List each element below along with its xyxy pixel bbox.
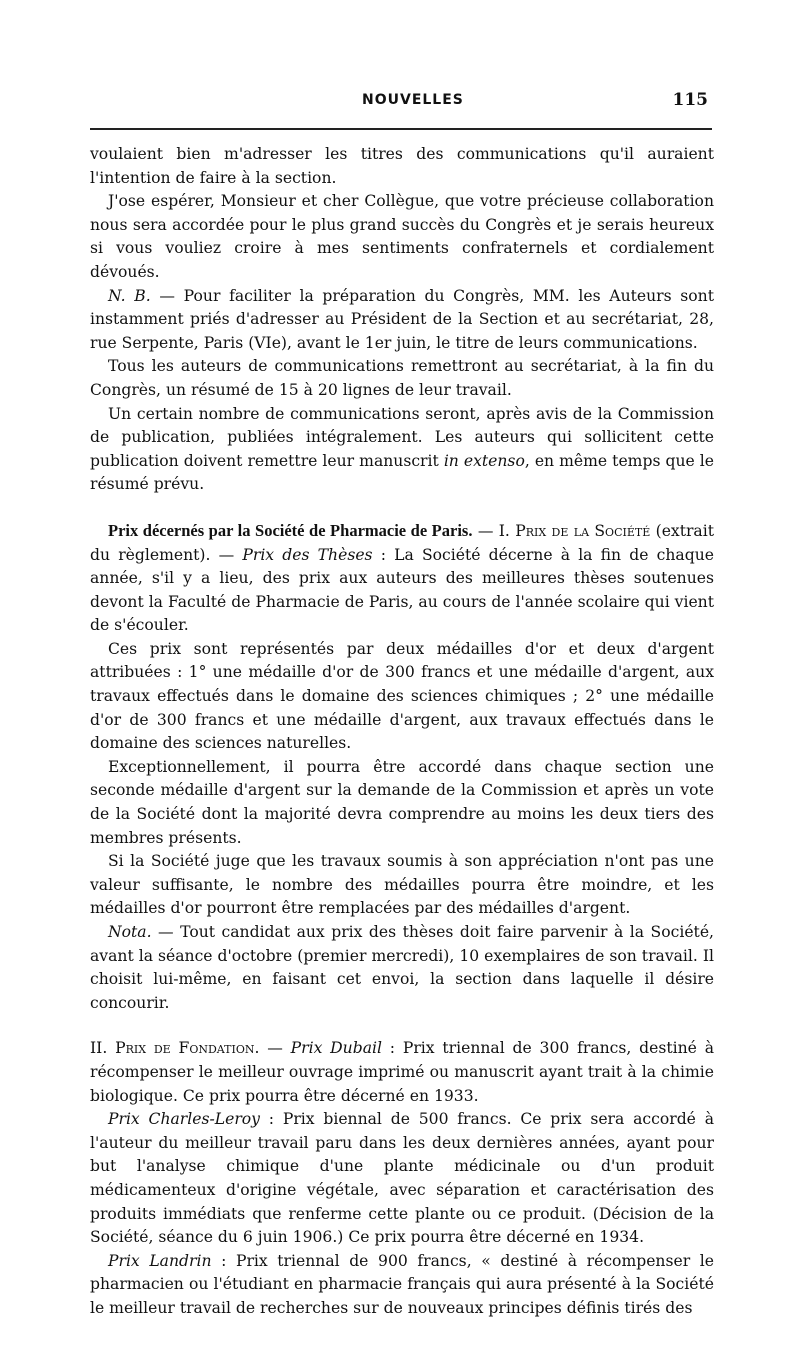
paragraph-exception: Exceptionnellement, il pourra être accordé dans chaque section une seconde médaille d'argent sur la demande de la Commission et après un vote de la Société dont la majorité devra comprendre au moins les deux tiers des membres présents. [90,757,714,847]
running-title: NOUVELLES [362,92,464,108]
section-prix-theses: Prix décernés par la Société de Pharmacie de Paris. — I. Prix de la Société (extrait du règlement). — Prix des Thèses : La Société décerne à la fin de chaque année, s'il y a lieu, des prix aux auteurs des meilleures thèses soutenues devont la Faculté de Pharmacie de Paris, au cours de l'année scolaire qui vient de s'écouler. [90,520,714,635]
section-gap [90,497,714,519]
body-text [90,143,714,1321]
page-number: 115 [672,90,708,110]
paragraph-continuation: voulaient bien m'adresser les titres des communications qu'il auraient l'intention de faire à la section. [90,145,714,187]
paragraph-landrin: Prix Landrin : Prix triennal de 900 francs, « destiné à récompenser le pharmacien ou l'étudiant en pharmacie français qui aura présenté à la Société le meilleur travail de recherches sur de nouveaux principes définis tirés des [90,1251,714,1317]
section-prix-fondation: II. Prix de Fondation. — Prix Dubail : Prix triennal de 300 francs, destiné à récompenser le meilleur ouvrage imprimé ou manuscrit ayant trait à la chimie biologique. Ce prix pourra être décerné en 1933. [90,1039,715,1105]
paragraph-medailles: Ces prix sont représentés par deux médailles d'or et deux d'argent attribuées : 1° une médaille d'or de 300 francs et une médaille d'argent, aux travaux effectués dans le domaine des sciences chimiques ; 2° une médaille d'or de 300 francs et une médaille d'argent, aux travaux effectués dans le domaine des sciences naturelles. [90,639,714,753]
paragraph-nota: Nota. — Tout candidat aux prix des thèses doit faire parvenir à la Société, avant la séance d'octobre (premier mercredi), 10 exemplaires de son travail. Il choisit lui-même, en faisant cet envoi, la section dans laquelle il désire concourir. [90,923,714,1012]
nb-label: N. B. [108,286,151,305]
paragraph-publication: Un certain nombre de communications seront, après avis de la Commission de publication, publiées intégralement. Les auteurs qui sollicitent cette publication doivent remettre leur manuscrit in extenso, en même temps que le résumé prévu. [90,404,714,494]
paragraph-summary: Tous les auteurs de communications remettront au secrétariat, à la fin du Congrès, un résumé de 15 à 20 lignes de leur travail. [90,357,714,399]
section-title: Prix décernés par la Société de Pharmacie de Paris. [108,520,473,540]
paragraph-charles-leroy: Prix Charles-Leroy : Prix biennal de 500 francs. Ce prix sera accordé à l'auteur du meilleur travail paru dans les deux dernières années, ayant pour but l'analyse chimique d'une plante médicinale ou d'un produit médicamenteux d'origine végétale, avec séparation et caractérisation des produits immédiats que renferme cette plante ou ce produit. (Décision de la Société, séance du 6 juin 1906.) Ce prix pourra être décerné en 1934. [90,1110,715,1247]
header-rule [90,128,712,130]
paragraph-nb: N. B. — Pour faciliter la préparation du Congrès, MM. les Auteurs sont instamment priés d'adresser au Président de la Section et au secrétariat, 28, rue Serpente, Paris (VIe), avant le 1er juin, le titre de leurs communications. [90,286,714,352]
running-head [90,90,712,116]
paragraph-valeur: Si la Société juge que les travaux soumis à son appréciation n'ont pas une valeur suffisante, le nombre des médailles pourra être moindre, et les médailles d'or pourront être remplacées par des médailles d'argent. [90,852,714,918]
paragraph-closing: J'ose espérer, Monsieur et cher Collègue, que votre précieuse collaboration nous sera accordée pour le plus grand succès du Congrès et je serais heureux si vous vouliez croire à mes sentiments confraternels et cordialement dévoués. [90,192,714,281]
section-gap [90,1015,714,1037]
